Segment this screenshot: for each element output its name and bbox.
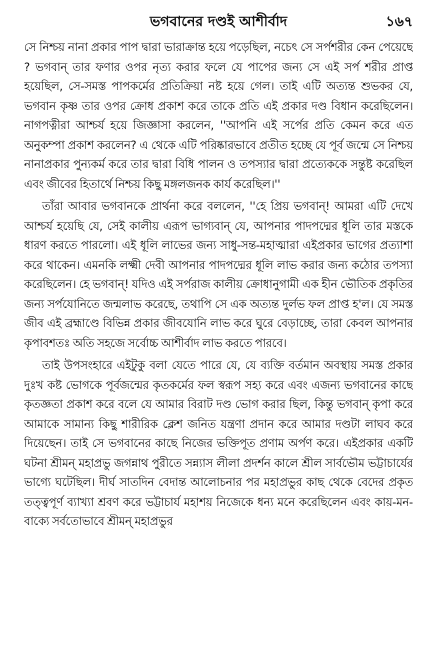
running-title: ভগবানের দণ্ডই আশীর্বাদ — [149, 14, 288, 30]
paragraph: তাঁরা আবার ভগবানকে প্রার্থনা করে বললেন, ''হে প্রিয় ভগবান্‌! আমরা এটি দেখে আশ্চর্য হয়েছি যে, সেই কালীয় এরূপ ভাগ্যবান্‌ যে, আপনার পাদপদ্মের ধূলি তার মস্তকে ধারণ করতে পারলো। এই ধূলি লাভের জন্য সাধু-সন্ত-মহাত্মারা এইপ্রকার ভাগের প্রত্যাশা করে থাকেন। এমনকি লক্ষ্মী দেবী আপনার পাদপদ্মের ধূলি লাভ করার জন্য কঠোর তপস্যা করেছিলেন। হে ভগবান্‌! যদিও এই সর্পরাজ কালীয় ক্রোধানুগামী এক হীন ভৌতিক প্রকৃতির জন্য সর্পযোনিতে জন্মলাভ করেছে, তথাপি সে এক অত্যন্ত দুর্লভ ফল প্রাপ্ত হ'ল। যে সমস্ত জীব এই ব্রহ্মাণ্ডে বিভিন্ন প্রকার জীবযোনি লাভ করে ঘুরে বেড়াচ্ছে, তারা কেবল আপনার কৃপাবশতঃ অতি সহজে সর্বোচ্চ আশীর্বাদ লাভ করতে পারবে। — [24, 199, 413, 350]
page-body — [24, 38, 413, 660]
paragraph: তাই উপসংহারে এইটুকু বলা যেতে পারে যে, যে ব্যক্তি বর্তমান অবস্থায় সমস্ত প্রকার দুঃখ কষ্ট ভোগকে পূর্বজন্মের কৃতকর্মের ফল স্বরূপ সহ্য করে এবং এজন্য ভগবানের কাছে কৃতজ্ঞতা প্রকাশ করে বলে যে আমার বিরাট দণ্ড ভোগ করার ছিল, কিন্তু ভগবান্‌ কৃপা করে আমাকে সামান্য কিছু শারীরিক ক্লেশ জনিত যন্ত্রণা প্রদান করে আমার দণ্ডটা লাঘব করে দিয়েছেন। তাই সে ভগবানের কাছে নিজের ভক্তিপূত প্রণাম অর্পণ করে। এইপ্রকার একটি ঘটনা শ্রীমন্‌ মহাপ্রভু জগন্নাথ পুরীতে সন্ন্যাস লীলা প্রদর্শন কালে শ্রীল সার্বভৌম ভট্টাচার্যের ভাগ্যে ঘটেছিল। দীর্ঘ সাতদিন বেদান্ত আলোচনার পর মহাপ্রভুর কাছ থেকে বেদের প্রকৃত তত্ত্বপূর্ণ ব্যাখ্যা শ্রবণ করে ভট্টাচার্য মহাশয় নিজেকে ধন্য মনে করেছিলেন এবং কায়-মন-বাক্যে সর্বতোভাবে শ্রীমন্‌ মহাপ্রভুর — [24, 358, 413, 528]
page-header — [24, 10, 413, 34]
paragraph: সে নিশ্চয় নানা প্রকার পাপ দ্বারা ভারাক্রান্ত হয়ে পড়েছিল, নচেৎ সে সর্পশরীর কেন পেয়েছে ? ভগবান্‌ তার ফণার ওপর নৃত্য করার ফলে যে পাপের জন্য সে এই সর্প শরীর প্রাপ্ত হয়েছিল, সে-সমস্ত পাপকর্মের প্রতিক্রিয়া নষ্ট হয়ে গেল। তাই এটি অত্যন্ত শুভকর যে, ভগবান কৃষ্ণ তার ওপর ক্রোধ প্রকাশ করে তাকে প্রতি এই প্রকার দণ্ড বিধান করেছিলেন। নাগপত্নীরা আশ্চর্য হয়ে জিজ্ঞাসা করলেন, ''আপনি এই সর্পের প্রতি কেমন করে এত অনুকম্পা প্রকাশ করলেন? এ থেকে এটি পরিষ্কারভাবে প্রতীত হচ্ছে যে পূর্ব জন্মে সে নিশ্চয় নানাপ্রকার পুন্যকর্ম করে তার দ্বারা বিধি পালন ও তপস্যার দ্বারা প্রত্যেককে সন্তুষ্ট করেছিল এবং জীবের হিতার্থে নিশ্চয় কিছু মঙ্গলজনক কার্য করেছিল।'' — [24, 40, 413, 191]
page-number: ১৬৭ — [385, 14, 413, 30]
